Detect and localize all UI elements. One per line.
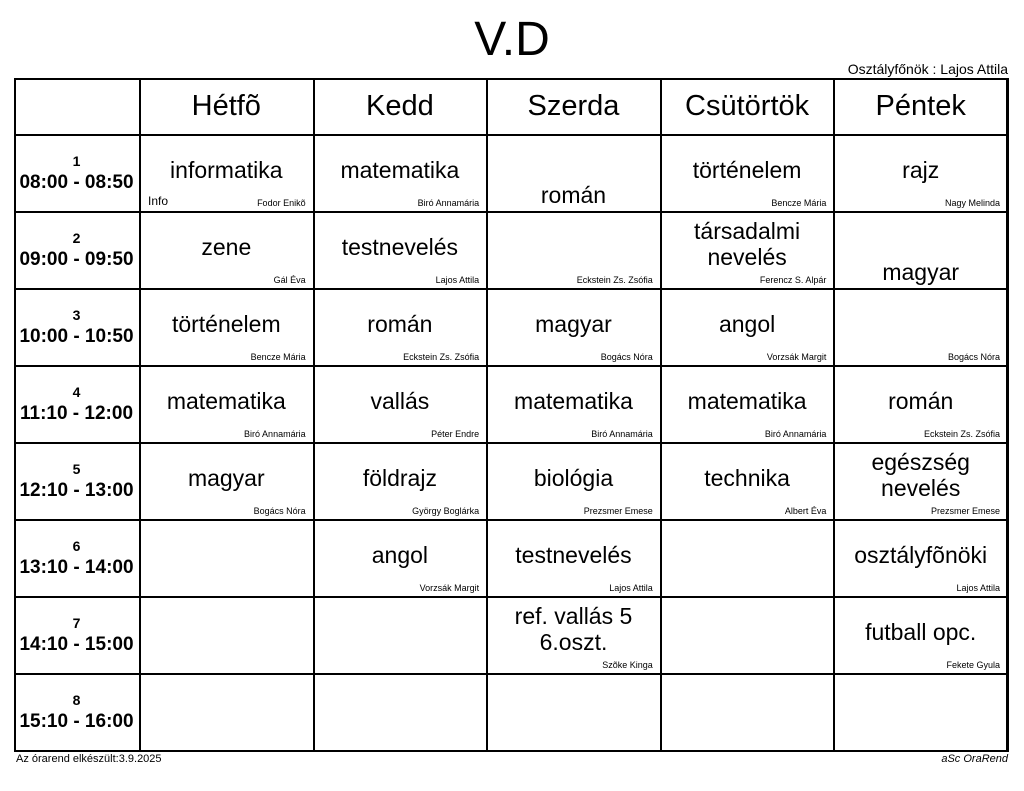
lesson-cell[interactable] — [661, 135, 835, 212]
lesson-teacher: Bencze Mária — [250, 352, 306, 362]
day-header: Csütörtök — [661, 78, 835, 135]
grid-line — [486, 78, 488, 752]
lesson-teacher: György Boglárka — [412, 506, 480, 516]
lesson-cell[interactable] — [314, 366, 488, 443]
lesson-subject: román — [367, 311, 433, 337]
lesson-teacher: Péter Endre — [431, 429, 480, 439]
lesson-teacher: Albert Éva — [784, 506, 827, 516]
lesson-room: Info — [148, 194, 169, 208]
lesson-subject: magyar — [882, 259, 960, 285]
lesson-subject: futball opc. — [865, 619, 977, 645]
lesson-cell[interactable] — [140, 135, 314, 212]
lesson-teacher: Nagy Melinda — [944, 198, 1000, 208]
lesson-subject: testnevelés — [515, 542, 632, 568]
software-credit: aSc OraRend — [941, 753, 1008, 765]
period-number: 4 — [72, 384, 81, 400]
lesson-teacher: Bogács Nóra — [947, 352, 1000, 362]
lesson-teacher: Vorzsák Margit — [766, 352, 827, 362]
empty-slot — [661, 520, 835, 597]
period-number: 8 — [72, 692, 81, 708]
page-title: V.D — [474, 13, 550, 66]
lesson-teacher: Biró Annamária — [244, 429, 306, 439]
lesson-subject: történelem — [692, 157, 802, 183]
lesson-subject: magyar — [535, 311, 612, 337]
lesson-subject: magyar — [187, 465, 265, 491]
lesson-subject: matematika — [166, 388, 286, 414]
grid-line — [14, 673, 1008, 675]
lesson-subject: technika — [704, 465, 790, 491]
lesson-teacher: Gál Éva — [273, 275, 306, 285]
lesson-teacher: Prezsmer Emese — [930, 506, 1000, 516]
empty-slot — [314, 674, 488, 751]
lesson-subject: román — [888, 388, 954, 414]
lesson-subject: matematika — [340, 157, 460, 183]
grid-line — [14, 365, 1008, 367]
timetable-grid — [14, 78, 1008, 752]
lesson-subject: matematika — [687, 388, 807, 414]
period-time: 10:00 - 10:50 — [19, 326, 134, 347]
lesson-cell[interactable] — [834, 520, 1008, 597]
lesson-cell[interactable] — [487, 443, 661, 520]
period-time: 15:10 - 16:00 — [19, 711, 134, 732]
lesson-teacher: Biró Annamária — [591, 429, 653, 439]
grid-line — [833, 78, 835, 752]
empty-slot — [834, 674, 1008, 751]
empty-slot — [661, 597, 835, 674]
day-header: Hétfõ — [140, 78, 314, 135]
grid-line — [14, 596, 1008, 598]
lesson-subject: biológia — [533, 465, 614, 491]
generated-date: Az órarend elkészült:3.9.2025 — [16, 753, 162, 765]
lesson-cell[interactable] — [834, 366, 1008, 443]
lesson-teacher: Bogács Nóra — [253, 506, 306, 516]
lesson-cell[interactable] — [140, 289, 314, 366]
grid-line — [139, 78, 141, 752]
lesson-subject: egészség nevelés — [871, 449, 970, 501]
lesson-teacher: Fekete Gyula — [946, 660, 1000, 670]
lesson-teacher: Lajos Attila — [435, 275, 480, 285]
empty-slot — [140, 674, 314, 751]
empty-slot — [661, 674, 835, 751]
lesson-teacher: Lajos Attila — [956, 583, 1000, 593]
empty-slot — [314, 597, 488, 674]
period-number: 5 — [72, 461, 81, 477]
lesson-cell[interactable] — [140, 443, 314, 520]
lesson-cell[interactable] — [487, 520, 661, 597]
period-time: 14:10 - 15:00 — [19, 634, 134, 655]
period-time: 12:10 - 13:00 — [19, 480, 134, 501]
lesson-teacher: Bogács Nóra — [600, 352, 653, 362]
grid-line — [1007, 78, 1009, 752]
lesson-subject: rajz — [902, 157, 940, 183]
period-header — [14, 597, 140, 674]
grid-line — [14, 134, 1008, 136]
grid-line — [14, 519, 1008, 521]
period-number: 3 — [72, 307, 81, 323]
empty-slot — [140, 520, 314, 597]
lesson-cell[interactable] — [487, 289, 661, 366]
grid-line — [14, 288, 1008, 290]
lesson-subject: vallás — [370, 388, 430, 414]
period-header — [14, 135, 140, 212]
grid-line — [14, 750, 1008, 752]
lesson-teacher: Eckstein Zs. Zsófia — [403, 352, 480, 362]
day-header: Szerda — [487, 78, 661, 135]
lesson-cell[interactable] — [140, 366, 314, 443]
period-number: 1 — [72, 153, 81, 169]
period-header — [14, 443, 140, 520]
empty-slot — [140, 597, 314, 674]
grid-line — [313, 78, 315, 752]
lesson-teacher: Ferencz S. Alpár — [759, 275, 827, 285]
period-header — [14, 520, 140, 597]
day-header: Kedd — [314, 78, 488, 135]
lesson-teacher: Eckstein Zs. Zsófia — [923, 429, 1000, 439]
grid-line — [14, 211, 1008, 213]
lesson-cell[interactable] — [834, 443, 1008, 520]
period-time: 08:00 - 08:50 — [19, 172, 134, 193]
lesson-cell[interactable] — [140, 212, 314, 289]
lesson-teacher: Szõke Kinga — [602, 660, 653, 670]
period-number: 7 — [72, 615, 81, 631]
lesson-teacher: Fodor Enikõ — [257, 198, 306, 208]
period-header — [14, 366, 140, 443]
lesson-teacher: Prezsmer Emese — [583, 506, 653, 516]
lesson-cell[interactable] — [314, 212, 488, 289]
lesson-teacher: Biró Annamária — [417, 198, 480, 208]
period-time: 11:10 - 12:00 — [19, 403, 134, 424]
empty-slot — [487, 674, 661, 751]
lesson-cell[interactable] — [314, 520, 488, 597]
period-number: 2 — [72, 230, 81, 246]
lesson-cell[interactable] — [487, 366, 661, 443]
lesson-cell[interactable] — [314, 289, 488, 366]
lesson-subject: angol — [371, 542, 429, 568]
lesson-teacher: Vorzsák Margit — [419, 583, 480, 593]
lesson-subject: osztályfõnöki — [854, 542, 988, 568]
lesson-subject: ref. vallás 5 6.oszt. — [514, 603, 633, 655]
lesson-teacher: Biró Annamária — [764, 429, 827, 439]
period-time: 13:10 - 14:00 — [19, 557, 134, 578]
lesson-subject: informatika — [170, 157, 283, 183]
lesson-teacher: Bencze Mária — [771, 198, 827, 208]
lesson-teacher: Eckstein Zs. Zsófia — [576, 275, 653, 285]
grid-line — [14, 442, 1008, 444]
lesson-cell[interactable] — [661, 443, 835, 520]
lesson-subject: társadalmi nevelés — [694, 218, 801, 270]
lesson-cell[interactable] — [834, 597, 1008, 674]
lesson-subject: testnevelés — [341, 234, 459, 260]
lesson-subject: zene — [201, 234, 252, 260]
lesson-cell[interactable] — [314, 135, 488, 212]
lesson-subject: matematika — [514, 388, 633, 414]
lesson-teacher: Lajos Attila — [609, 583, 653, 593]
lesson-subject: történelem — [171, 311, 281, 337]
period-time: 09:00 - 09:50 — [19, 249, 134, 270]
lesson-cell[interactable] — [661, 212, 835, 289]
head-teacher-label: Osztályfőnök : Lajos Attila — [847, 61, 1008, 77]
period-header — [14, 674, 140, 751]
lesson-subject: földrajz — [362, 465, 437, 491]
lesson-cell[interactable] — [661, 289, 835, 366]
lesson-cell[interactable] — [314, 443, 488, 520]
lesson-cell[interactable] — [661, 366, 835, 443]
lesson-cell[interactable] — [487, 597, 661, 674]
period-header — [14, 289, 140, 366]
period-number: 6 — [72, 538, 81, 554]
day-header: Péntek — [834, 78, 1008, 135]
lesson-cell[interactable] — [834, 135, 1008, 212]
grid-line — [660, 78, 662, 752]
lesson-subject: angol — [718, 311, 776, 337]
period-header — [14, 212, 140, 289]
lesson-subject: román — [540, 182, 607, 208]
